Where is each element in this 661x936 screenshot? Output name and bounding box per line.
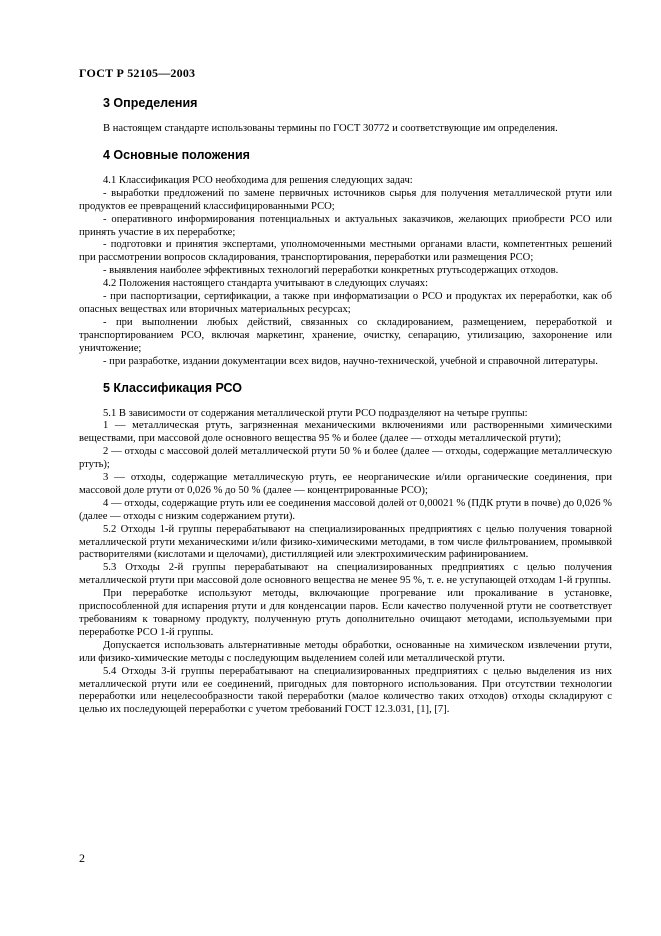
- paragraph: 4.2 Положения настоящего стандарта учитывают в следующих случаях:: [103, 278, 429, 290]
- list-item: 4 — отходы, содержащие ртуть или ее соединения массовой долей от 0,00021 % (ПДК ртути в почве) до 0,026 % (далее — отходы с низким содержанием ртути).: [79, 497, 612, 522]
- list-item: - выработки предложений по замене первичных источников сырья для получения металлической ртути или продуктов ее превращений классифицированными РСО;: [79, 187, 612, 212]
- section-heading: 4 Основные положения: [103, 147, 250, 162]
- paragraph: 5.3 Отходы 2-й группы перерабатывают на специализированных предприятиях с целью получения металлической ртути при массовой доле основного вещества не менее 95 %, т. е. не уступающей отходам 1-й группы.: [79, 562, 612, 587]
- list-item: - подготовки и принятия экспертами, уполномоченными местными органами власти, компетентных решений при рассмотрении вопросов складирования, транспортирования, переработки или размещения РСО;: [79, 239, 612, 264]
- section-heading: 3 Определения: [103, 96, 198, 110]
- section-definitions: [79, 96, 612, 136]
- document-id: ГОСТ Р 52105—2003: [79, 66, 196, 80]
- document-body: [79, 96, 612, 729]
- list-item: 1 — металлическая ртуть, загрязненная механическими включениями или растворенными химическими веществами, при массовой доле основного вещества 95 % и более (далее — отходы металлической ртути);: [79, 420, 612, 445]
- list-item: 3 — отходы, содержащие металлическую ртуть, ее неорганические и/или органические соединения, при массовой доле ртути от 0,026 % до 50 % (далее — концентрированные РСО);: [79, 472, 612, 496]
- section-classification: [79, 381, 612, 718]
- section-main-provisions: [79, 148, 612, 369]
- paragraph: 5.4 Отходы 3-й группы перерабатывают на специализированных предприятиях с целью выделения из них металлической ртути или ее соединений, пригодных для повторного использования. При отсутствии технологии переработки или нецелесообразности такой переработки (малое количество таких отходов) отходы складируют с целью их последующей переработки с учетом требований ГОСТ 12.3.031, [1], [7].: [79, 665, 612, 716]
- list-item: - при паспортизации, сертификации, а также при информатизации о РСО и продуктах их переработки, как об опасных веществах или вторичных материальных ресурсах;: [79, 291, 612, 315]
- list-item: - выявления наиболее эффективных технологий переработки конкретных ртутьсодержащих отходов.: [103, 265, 559, 277]
- paragraph: При переработке используют методы, включающие прогревание или прокаливание в установке, приспособленной для испарения ртути и для конденсации паров. Если качество полученной ртути не соответствует требованиям к товарному продукту, полученную ртуть дополнительно очищают методами, используемыми при переработке РСО 1-й группы.: [79, 588, 612, 638]
- paragraph: 4.1 Классификация РСО необходима для решения следующих задач:: [103, 174, 413, 186]
- list-item: - оперативного информирования потенциальных и актуальных заказчиков, желающих приобрести РСО или принять участие в их переработке;: [79, 213, 612, 238]
- paragraph: 5.1 В зависимости от содержания металлической ртути РСО подразделяют на четыре группы:: [103, 407, 528, 419]
- list-item: - при разработке, издании документации всех видов, научно-технической, учебной и справочной литературы.: [103, 355, 598, 367]
- paragraph: В настоящем стандарте использованы термины по ГОСТ 30772 и соответствующие им определения.: [103, 123, 558, 134]
- paragraph: Допускается использовать альтернативные методы обработки, основанные на химическом извлечении ртути, или физико-химические методы с последующим выделением солей или металлической ртути.: [79, 639, 612, 664]
- list-item: 2 — отходы с массовой долей металлической ртути 50 % и более (далее — отходы, содержащие металлическую ртуть);: [79, 446, 612, 471]
- paragraph: 5.2 Отходы 1-й группы перерабатывают на специализированных предприятиях с целью получения товарной металлической ртути механическими и/или физико-химическими методами, в том числе фильтрованием, промывкой растворителями (кислотами и щелочами), дистилляцией или электрохимическим рафинированием.: [79, 523, 612, 561]
- section-heading: 5 Классификация РСО: [103, 380, 242, 395]
- page-number: 2: [79, 851, 85, 865]
- list-item: - при выполнении любых действий, связанных со складированием, размещением, переработкой и транспортированием РСО, включая маркетинг, хранение, очистку, сепарацию, утилизацию, захоронение или уничтожение;: [79, 316, 612, 354]
